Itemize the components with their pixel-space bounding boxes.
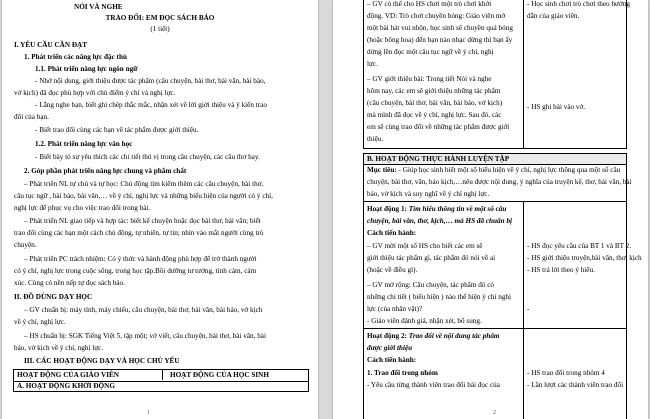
heading-language-competence: 1.1. Phát triển năng lực ngôn ngữ [35,65,138,73]
table-text: (hoặc bông hoa) đến bạn nào nhạc dừng thì bạn ấy [367,36,513,44]
table-text: - HS đọc yêu cầu của BT 1 và BT 2. [527,242,632,250]
activities-table-header [13,369,309,392]
paragraph: – Phát triển NL giao tiếp và hợp tác: biết kể chuyện hoặc đọc bài thơ, bài văn; biết [24,217,261,225]
table-text: (câu chuyện, bài thơ, bài văn, bài báo, vở kịch) [367,99,503,107]
table-text: em sẽ cùng trao đổi về những tác phẩm được giới [367,123,510,131]
table-text: (hoặc về điều gì). [367,266,418,274]
objective-text: báo, vở kịch và suy nghĩ về ý chí nghị lực. [367,190,490,198]
table-text: giới thiệu tác phẩm gì, tác phẩm đó nói về ai [367,254,496,262]
table-text: - Giáo viên đánh giá, nhận xét, bổ sung. [367,317,482,325]
lesson-duration: (1 tiết) [150,25,170,33]
header-teacher: HOẠT ĐỘNG CỦA GIÁO VIÊN [17,371,119,379]
heading-activities: III. CÁC HOẠT ĐỘNG DẠY VÀ HỌC CHỦ YẾU [24,357,180,365]
section-header: NÓI VÀ NGHE [74,3,123,11]
row-divider [364,164,626,165]
table-text: - HS ghi bài vào vở. [527,103,586,111]
practice-activities-table [363,153,642,419]
table-text: thiệu. [367,135,384,143]
table-text: - HS trao đổi trong nhóm 4 [527,369,605,377]
paragraph: - Nhớ nội dung, giới thiệu được tác phẩm (câu chuyện, bài thơ, bài văn, bài báo, [35,77,266,85]
paragraph: - Biết bày tỏ sự yêu thích các chi tiết thú vị trong câu chuyện, các câu thơ hay. [35,153,260,161]
table-text: - [527,305,530,313]
activity-1-label: Hoạt động 1: [367,205,407,213]
activity-2-label: Hoạt động 2: [367,332,407,340]
paragraph: về ý chí, nghị lực. [14,318,66,326]
table-text: - Lần lượt các thành viên trao đổi [527,381,624,389]
table-text: những chi tiết ( biểu hiện ) nào thể hiện ý chí nghị [367,293,512,301]
paragraph: - Lắng nghe bạn, biết ghi chép thắc mắc, nhận xét về lời giới thiệu và ý kiến trao [35,101,267,109]
heading-teaching-aids: II. ĐỒ DÙNG DẠY HỌC [14,293,93,301]
header-student: HOẠT ĐỘNG CỦA HỌC SINH [170,371,269,379]
document-page-2 [333,0,648,419]
heading-requirements: I. YÊU CẦU CẦN ĐẠT [14,41,88,49]
page-number: 1 [147,410,150,416]
table-text: dẫn của giáo viên. [527,12,580,20]
procedure-label: Cách tiến hành: [367,229,417,237]
activities-table-continued [363,0,630,149]
table-text: - Yêu cầu từng thành viên trao đổi bài đọc của [367,381,500,389]
table-text: 1. Trao đổi trong nhóm [367,369,438,377]
paragraph: – Phát triển NL tự chủ và tự học: Chủ động tìm kiếm thêm các câu chuyện, bài thơ, [24,180,264,188]
activity-1-title: chuyện, bài văn, thơ, kịch,… mà HS đã chuẩn bị [367,217,513,225]
paragraph: - Biết trao đổi cùng các bạn về tác phẩm được giới thiệu. [35,126,199,134]
table-text: một bài hát vui nhộn, học sinh sẽ chuyền quả bóng [367,24,513,32]
heading-literary-competence: 1.2. Phát triển năng lực văn học [35,140,133,148]
table-text: – GV có thể cho HS chơi một trò chơi khởi [367,0,492,8]
table-text: hôm nay, các em sẽ giới thiệu những tác phẩm [367,87,501,95]
table-text: mà mình đã đọc về ý chí, nghị lực. Sau đó, các [367,111,502,119]
paragraph: – GV chuẩn bị: máy tính, máy chiếu, câu chuyện, bài thơ, bài văn, bài báo, vở kịch [24,306,263,314]
paragraph: có ý chí, nghị lực trong cuộc sống, trong học tập.Bồi dưỡng tư tưởng, tình cảm, cảm [14,267,257,275]
table-text: – GV mời một số HS cho biết các em sẽ [367,242,483,250]
row-divider [364,201,626,202]
table-text: lực (của nhân vật)? [367,305,423,313]
column-divider [523,0,524,148]
table-text: – GV giới thiệu bài: Trong tiết Nói và nghe [367,75,492,83]
document-page-1 [2,0,318,419]
row-divider [364,328,626,329]
heading-general-competence: 2. Góp phần phát triển năng lực chung và phẩm chất [24,167,187,175]
lesson-title: TRAO ĐỔI: EM ĐỌC SÁCH BÁO [105,14,215,22]
objective-label: Mục tiêu: [367,166,397,174]
paragraph: báo, vở kịch về ý chí, nghị lực. [14,344,104,352]
table-text: - Học sinh chơi trò chơi theo hướng [527,0,630,8]
table-text: động. VD: Trò chơi chuyền bóng: Giáo viên mở [367,12,506,20]
paragraph: vở kịch) đã đọc phù hợp với chủ điểm ý chí và nghị lực. [14,89,176,97]
paragraph: chuyện. [14,241,37,249]
heading-practice: B. HOẠT ĐỘNG THỰC HÀNH LUYỆN TẬP [367,155,510,163]
table-text: lực. [367,60,378,68]
paragraph: – Phát triển PC trách nhiệm: Có ý thức và hành động phù hợp để trở thành người [24,255,257,263]
objective-text: chuyện, bài thơ, văn, báo kịch,…nêu được nội dung, ý nghĩa của truyện kể, thơ, bài văn, bài [367,178,632,186]
column-divider [162,370,163,380]
procedure-label: Cách tiến hành: [367,356,417,364]
table-text: - HS giới thiệu truyện,bài văn, thơ, kịch [527,254,642,262]
page-number: 2 [493,410,496,416]
column-divider [523,201,524,419]
heading-specific-competence: 1. Phát triển các năng lực đặc thù [24,53,127,61]
activity-2-title: Trao đổi về nội dung tác phẩm [406,332,500,340]
table-text: dừng lên đọc một câu tục ngữ về ý chí, nghị [367,48,494,56]
row-warmup: A. HOẠT ĐỘNG KHỞI ĐỘNG [17,382,115,390]
paragraph: – HS chuẩn bị: SGK Tiếng Việt 5, tập một; vở viết, câu chuyện, bài thơ, bài văn, bài [24,332,266,340]
table-text: – GV mở rộng: Câu chuyện, tác phẩm đó có [367,281,495,289]
paragraph: trao đổi cùng các bạn một cách chủ động, tự nhiên, tự tin; nhìn vào mắt người cùng trò [14,229,264,237]
paragraph: đổi của bạn. [14,113,49,121]
table-text: - HS trả lời theo ý hiểu. [527,266,595,274]
paragraph: câu tục ngữ , bài báo, bài văn,… về ý chí, nghị lực và những biểu hiện của người có ý chí, [14,192,273,200]
objective-text: - Giúp học sinh biết một số biểu hiện về ý chí, nghị lực thông qua một số câu [396,166,621,174]
activity-2-title: được giới thiệu [367,344,413,352]
paragraph: xúc. Cùng có nền nếp tự đọc sách báo. [14,279,125,287]
paragraph: nghị lực để phục vụ cho việc trao đổi trong bài. [14,204,151,212]
activity-1-title: Tìm hiểu thông tin về một số câu [406,205,507,213]
